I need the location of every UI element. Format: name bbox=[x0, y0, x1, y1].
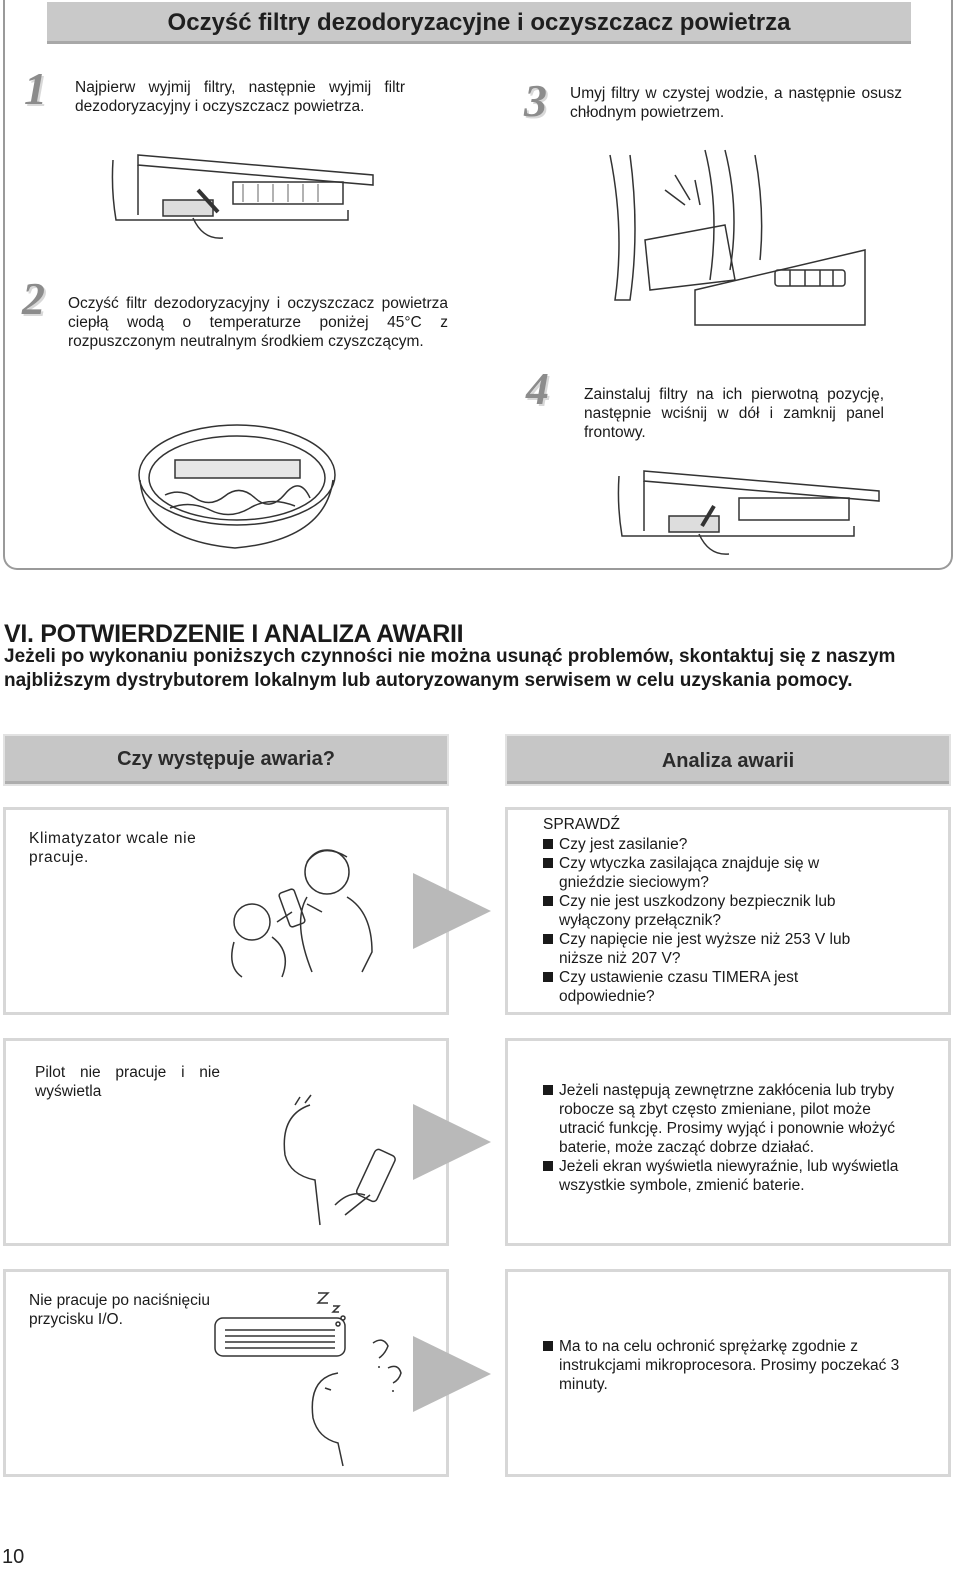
check-item: Czy jest zasilanie? bbox=[543, 835, 863, 854]
column-header-analysis: Analiza awarii bbox=[505, 734, 951, 786]
cleaning-header: Oczyść filtry dezodoryzacyjne i oczyszczacz powietrza bbox=[47, 2, 911, 44]
step-number-4: 4 bbox=[526, 363, 549, 414]
ac-unit-filter-removal-illustration bbox=[108, 150, 388, 250]
check-item: Czy wtyczka zasilająca znajduje się w gnieździe sieciowym? bbox=[543, 854, 863, 892]
analysis-list-3 bbox=[543, 1337, 915, 1394]
arrow-icon bbox=[413, 1336, 491, 1412]
person-remote-illustration bbox=[275, 1095, 405, 1235]
step-number-3: 3 bbox=[524, 75, 547, 126]
parent-child-illustration bbox=[222, 842, 382, 982]
check-item: Czy ustawienie czasu TIMERA jest odpowiednie? bbox=[543, 968, 863, 1006]
analysis-list-2 bbox=[543, 1081, 915, 1195]
ac-unit-filter-install-illustration bbox=[614, 466, 894, 566]
section-title: VI. POTWIERDZENIE I ANALIZA AWARII bbox=[4, 620, 464, 648]
column-header-fault: Czy występuje awaria? bbox=[3, 734, 449, 786]
washing-basin-illustration bbox=[135, 420, 345, 560]
step-text-3: Umyj filtry w czystej wodzie, a następnie osusz chłodnym powietrzem. bbox=[570, 85, 902, 121]
analysis-list-1 bbox=[543, 835, 863, 1006]
check-item: Ma to na celu ochronić sprężarkę zgodnie z instrukcjami mikroprocesora. Prosimy poczekać 3 minuty. bbox=[543, 1337, 915, 1394]
check-item: Jeżeli następują zewnętrzne zakłócenia lub tryby robocze są zbyt często zmieniane, pilot może utracić funkcję. Prosimy wyjąć i ponownie włożyć baterie, może zacząć dobrze działać. bbox=[543, 1081, 915, 1157]
analysis-heading-1: SPRAWDŹ bbox=[543, 816, 620, 833]
step-number-1: 1 bbox=[24, 63, 47, 114]
fault-text-3: Nie pracuje po naciśnięciu przycisku I/O. bbox=[29, 1292, 210, 1328]
step-text-1: Najpierw wyjmij filtry, następnie wyjmij filtr dezodoryzacyjny i oczyszczacz powietrza. bbox=[75, 79, 405, 115]
page-number: 10 bbox=[2, 1546, 25, 1568]
drying-window-illustration bbox=[605, 150, 875, 340]
step-number-2: 2 bbox=[22, 273, 45, 324]
step-text-2: Oczyść filtr dezodoryzacyjny i oczyszczacz powietrza ciepłą wodą o temperaturze poniżej 45°C z rozpuszczonym neutralnym środkiem czyszczącym. bbox=[68, 295, 448, 350]
fault-text-1: Klimatyzator wcale nie pracuje. bbox=[29, 830, 197, 866]
check-item: Jeżeli ekran wyświetla niewyraźnie, lub wyświetla wszystkie symbole, zmienić baterie. bbox=[543, 1157, 915, 1195]
check-item: Czy napięcie nie jest wyższe niż 253 V lub niższe niż 207 V? bbox=[543, 930, 863, 968]
section-intro: Jeżeli po wykonaniu poniższych czynności nie można usunąć problemów, skontaktuj się z naszym najbliższym dystrybutorem lokalnym lub autoryzowanym serwisem w celu uzyskania pomocy. bbox=[4, 646, 896, 691]
confused-person-ac-illustration bbox=[213, 1288, 413, 1468]
arrow-icon bbox=[413, 1104, 491, 1180]
step-text-4: Zainstaluj filtry na ich pierwotną pozycję, następnie wciśnij w dół i zamknij panel frontowy. bbox=[584, 386, 884, 441]
check-item: Czy nie jest uszkodzony bezpiecznik lub wyłączony przełącznik? bbox=[543, 892, 863, 930]
arrow-icon bbox=[413, 873, 491, 949]
fault-text-2: Pilot nie pracuje i nie wyświetla bbox=[35, 1064, 220, 1100]
